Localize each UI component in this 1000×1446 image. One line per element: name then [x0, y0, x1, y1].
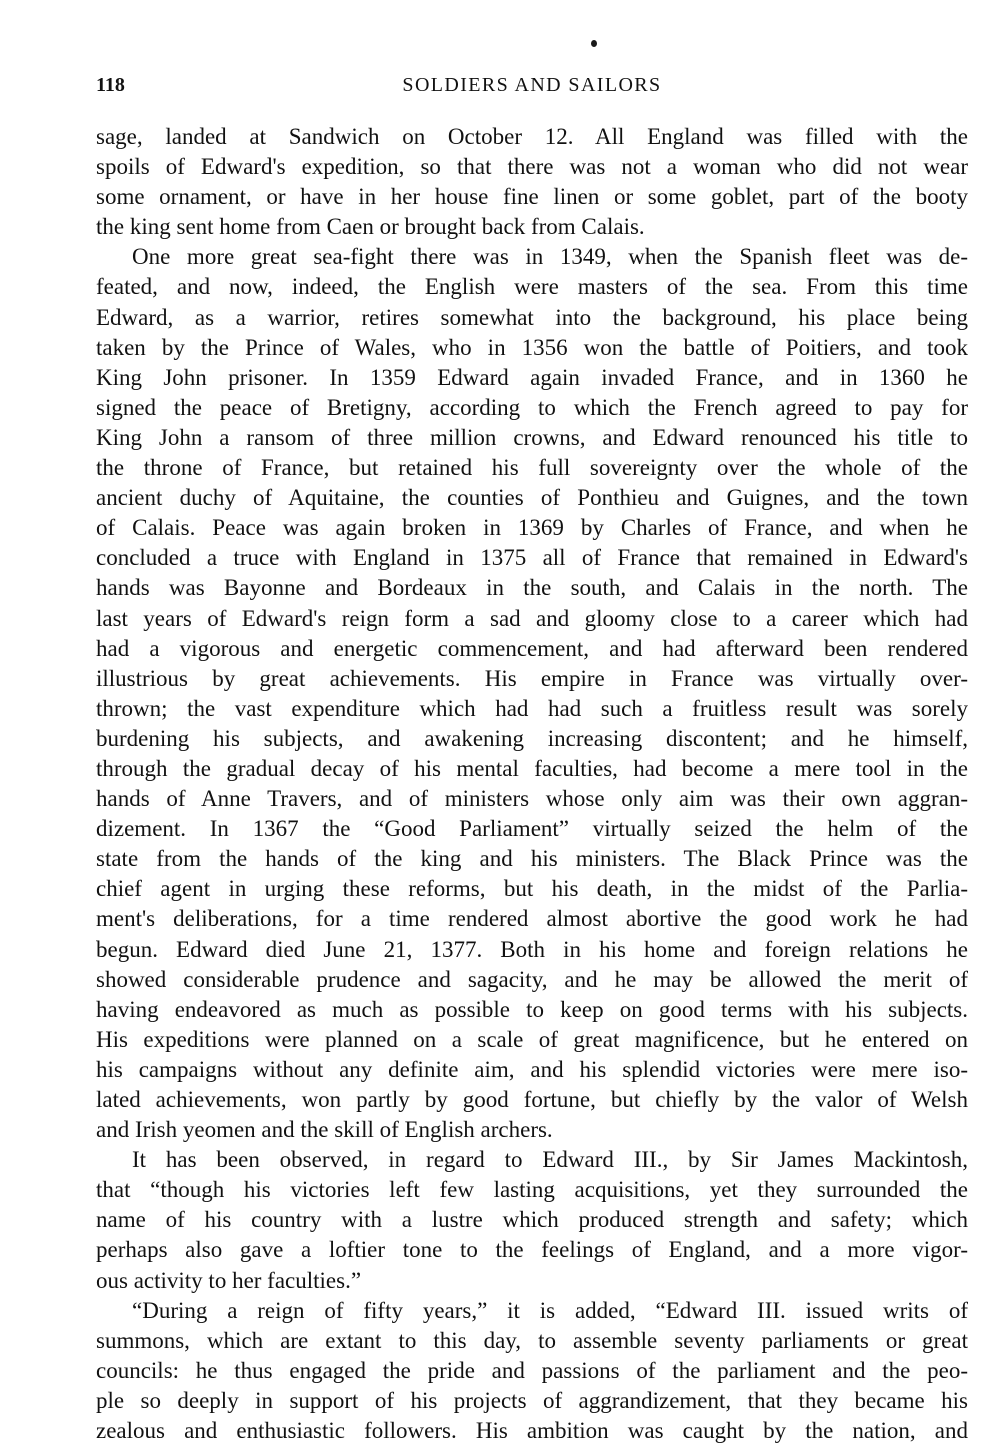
text-line: King John prisoner. In 1359 Edward again invaded France, and in 1360 he: [96, 364, 968, 390]
text-line: signed the peace of Bretigny, according to which the French agreed to pay for: [96, 394, 968, 420]
text-line: hands of Anne Travers, and of ministers whose only aim was their own aggran-: [96, 786, 968, 812]
text-line: ment's deliberations, for a time rendered almost abortive the good work he had: [96, 906, 968, 932]
running-head: [96, 72, 968, 102]
text-line: His expeditions were planned on a scale of great magnificence, but he entered on: [96, 1026, 968, 1052]
print-mark: [591, 40, 597, 47]
running-title: SOLDIERS AND SAILORS: [402, 74, 662, 96]
text-line: taken by the Prince of Wales, who in 1356 won the battle of Poitiers, and took: [96, 334, 968, 360]
text-line: councils: he thus engaged the pride and passions of the parliament and the peo-: [96, 1357, 968, 1383]
text-line: of Calais. Peace was again broken in 1369 by Charles of France, and when he: [96, 515, 968, 541]
text-line: It has been observed, in regard to Edward III., by Sir James Mackintosh,: [132, 1147, 968, 1173]
text-line: showed considerable prudence and sagacity, and he may be allowed the merit of: [96, 966, 968, 992]
text-line: ous activity to her faculties.”: [96, 1267, 362, 1293]
text-line: sage, landed at Sandwich on October 12. All England was filled with the: [96, 124, 968, 149]
text-line: having endeavored as much as possible to keep on good terms with his subjects.: [96, 996, 968, 1022]
page-number: 118: [96, 74, 125, 96]
text-line: state from the hands of the king and his ministers. The Black Prince was the: [96, 846, 968, 872]
text-line: name of his country with a lustre which produced strength and safety; which: [96, 1207, 968, 1233]
text-line: had a vigorous and energetic commencement, and had afterward been rendered: [96, 635, 968, 661]
text-line: some ornament, or have in her house fine linen or some goblet, part of the booty: [96, 184, 968, 210]
text-line: perhaps also gave a loftier tone to the feelings of England, and a more vigor-: [96, 1237, 968, 1263]
text-line: illustrious by great achievements. His empire in France was virtually over-: [96, 665, 968, 691]
text-line: his campaigns without any definite aim, and his splendid victories were mere iso-: [96, 1056, 968, 1082]
text-line: “During a reign of fifty years,” it is added, “Edward III. issued writs of: [132, 1297, 968, 1323]
text-line: zealous and enthusiastic followers. His ambition was caught by the nation, and: [96, 1418, 968, 1444]
text-line: hands was Bayonne and Bordeaux in the south, and Calais in the north. The: [96, 575, 968, 601]
text-line: burdening his subjects, and awakening increasing discontent; and he himself,: [96, 725, 968, 751]
text-line: the throne of France, but retained his full sovereignty over the whole of the: [96, 455, 968, 481]
text-line: begun. Edward died June 21, 1377. Both in his home and foreign relations he: [96, 936, 968, 962]
text-line: One more great sea-fight there was in 1349, when the Spanish fleet was de-: [132, 244, 968, 270]
text-line: ancient duchy of Aquitaine, the counties of Ponthieu and Guignes, and the town: [96, 485, 968, 511]
text-line: ple so deeply in support of his projects of aggrandizement, that they became his: [96, 1387, 968, 1413]
text-line: feated, and now, indeed, the English were masters of the sea. From this time: [96, 274, 968, 300]
text-line: dizement. In 1367 the “Good Parliament” virtually seized the helm of the: [96, 816, 968, 842]
text-line: chief agent in urging these reforms, but his death, in the midst of the Parlia-: [96, 876, 968, 902]
text-line: lated achievements, won partly by good fortune, but chiefly by the valor of Welsh: [96, 1087, 968, 1112]
text-line: last years of Edward's reign form a sad and gloomy close to a career which had: [96, 605, 968, 631]
text-line: and Irish yeomen and the skill of English archers.: [96, 1117, 553, 1143]
text-line: through the gradual decay of his mental faculties, had become a mere tool in the: [96, 755, 968, 781]
text-line: thrown; the vast expenditure which had had such a fruitless result was sorely: [96, 695, 968, 721]
text-line: that “though his victories left few lasting acquisitions, yet they surrounded the: [96, 1177, 968, 1203]
text-line: summons, which are extant to this day, to assemble seventy parliaments or great: [96, 1327, 968, 1353]
text-line: spoils of Edward's expedition, so that there was not a woman who did not wear: [96, 154, 968, 180]
text-line: King John a ransom of three million crowns, and Edward renounced his title to: [96, 424, 968, 450]
text-line: the king sent home from Caen or brought back from Calais.: [96, 214, 645, 240]
text-line: concluded a truce with England in 1375 all of France that remained in Edward's: [96, 545, 968, 571]
text-line: Edward, as a warrior, retires somewhat into the background, his place being: [96, 304, 968, 330]
body-text: [96, 122, 968, 1446]
